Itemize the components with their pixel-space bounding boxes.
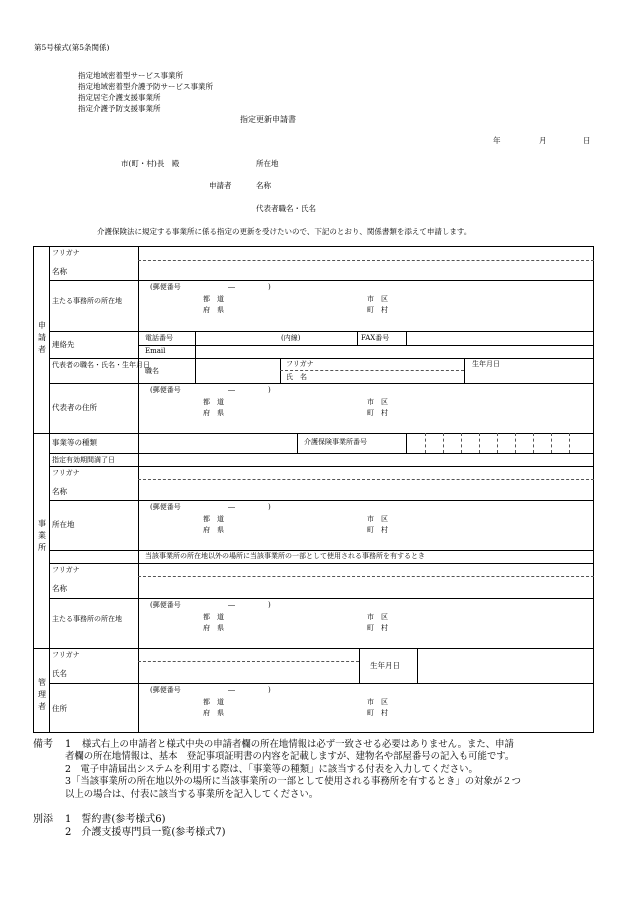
rep-dob-label: 生年月日 <box>472 360 500 368</box>
note-1-line-1: 様式右上の申請者と様式中央の申請者欄の所在地情報は必ず一致させる必要はありません。また、申請 <box>82 739 514 750</box>
note-3-line-1: 3「当該事業所の所在地以外の場所に当該事業所の一部として使用される事務所を有するとき」の対象が２つ <box>65 776 521 787</box>
addressee-1: 指定地域密着型サービス事業所 <box>78 71 183 80</box>
job-title-label: 職名 <box>145 367 159 375</box>
branch-main-office-label: 主たる事務所の所在地 <box>52 615 122 623</box>
section-applicant-label: 申請者 <box>38 321 46 354</box>
main-office-label: 主たる事務所の所在地 <box>52 297 122 305</box>
rep-todo-label: 都 道 <box>203 398 224 406</box>
contact-label: 連絡先 <box>52 340 75 349</box>
tel-label: 電話番号 <box>145 334 173 342</box>
postal-label: (郵便番号 <box>150 283 181 291</box>
manager-postal-dash: ― <box>228 686 235 694</box>
applicant-location-label: 所在地 <box>256 159 279 168</box>
branch-postal-dash: ― <box>228 601 235 609</box>
manager-todo-label: 都 道 <box>203 698 224 706</box>
manager-dob-label: 生年月日 <box>370 661 400 670</box>
office-name-label: 名称 <box>52 487 67 496</box>
manager-shiku-label: 市 区 <box>367 698 388 706</box>
note-3-line-2: 以上の場合は、付表に該当する事業所を記入してください。 <box>65 789 319 800</box>
applicant-name-label: 名称 <box>256 181 271 190</box>
insurance-number-label: 介護保険事業所番号 <box>304 438 367 446</box>
rep-postal-close: ) <box>268 386 271 394</box>
note-1-line-2: 者欄の所在地情報は、基本 登記事項証明書の内容を記載しますが、建物名や部屋番号の記入も可能です。 <box>65 751 515 762</box>
office-chouson-label: 町 村 <box>367 526 388 534</box>
intro-text: 介護保険法に規定する事業所に係る指定の更新を受けたいので、下記のとおり、関係書類を添えて申請します。 <box>97 227 472 236</box>
manager-furigana-label: フリガナ <box>52 651 80 659</box>
branch-furigana-label: フリガナ <box>52 566 80 574</box>
manager-fuken-label: 府 県 <box>203 709 224 717</box>
chouson-label: 町 村 <box>367 306 388 314</box>
addressee-3: 指定居宅介護支援事業所 <box>78 93 161 102</box>
office-todo-label: 都 道 <box>203 515 224 523</box>
branch-postal-label: (郵便番号 <box>150 601 181 609</box>
rep-name-dob-label: 代表者の職名・氏名・生年月日 <box>52 361 150 369</box>
rep-fuken-label: 府 県 <box>203 409 224 417</box>
rep-postal-label: (郵便番号 <box>150 386 181 394</box>
branch-shiku-label: 市 区 <box>367 613 388 621</box>
date-year: 年 <box>493 136 501 145</box>
manager-name-label: 氏名 <box>52 669 67 678</box>
office-postal-dash: ― <box>228 503 235 511</box>
form-number: 第5号様式(第5条関係) <box>34 43 110 52</box>
manager-address-label: 住所 <box>52 704 67 713</box>
rep-shimei-label: 氏 名 <box>286 373 307 381</box>
rep-chouson-label: 町 村 <box>367 409 388 417</box>
note-2: 2 電子申請届出システムを利用する際は、「事業等の種類」に該当する付表を入力してください。 <box>65 764 478 775</box>
branch-chouson-label: 町 村 <box>367 624 388 632</box>
office-location-label: 所在地 <box>52 520 75 529</box>
representative-label: 代表者職名・氏名 <box>256 204 316 213</box>
date-month: 月 <box>539 136 547 145</box>
application-table <box>33 246 594 733</box>
branch-postal-close: ) <box>268 601 271 609</box>
expiry-label: 指定有効期間満了日 <box>52 456 115 464</box>
service-type-label: 事業等の種類 <box>52 438 97 447</box>
rep-postal-dash: ― <box>228 386 235 394</box>
office-furigana-label: フリガナ <box>52 469 80 477</box>
applicant-furigana-label: フリガナ <box>52 249 80 257</box>
extension-label: (内線) <box>281 334 301 342</box>
attachment-2: 2 介護支援専門員一覧(参考様式7) <box>65 827 226 838</box>
manager-postal-close: ) <box>268 686 271 694</box>
shiku-label: 市 区 <box>367 295 388 303</box>
office-shiku-label: 市 区 <box>367 515 388 523</box>
branch-name-label: 名称 <box>52 584 67 593</box>
applicant-name-label: 名称 <box>52 267 67 276</box>
fax-label: FAX番号 <box>361 334 390 342</box>
manager-postal-label: (郵便番号 <box>150 686 181 694</box>
rep-shiku-label: 市 区 <box>367 398 388 406</box>
other-site-heading: 当該事業所の所在地以外の場所に当該事業所の一部として使用される事務所を有するとき <box>145 552 425 560</box>
date-day: 日 <box>583 136 591 145</box>
attachment-1: 1 誓約書(参考様式6) <box>65 814 166 825</box>
addressee-4: 指定介護予防支援事業所 <box>78 104 161 113</box>
mayor-addressee: 市(町・村)長 殿 <box>121 159 180 168</box>
page-title: 指定更新申請書 <box>240 115 296 124</box>
section-manager-label: 管理者 <box>38 678 46 711</box>
office-postal-label: (郵便番号 <box>150 503 181 511</box>
addressee-2: 指定地域密着型介護予防サービス事業所 <box>78 82 213 91</box>
office-fuken-label: 府 県 <box>203 526 224 534</box>
postal-close: ) <box>268 283 271 291</box>
postal-dash: ― <box>228 283 235 291</box>
applicant-label: 申請者 <box>209 181 232 190</box>
todo-label: 都 道 <box>203 295 224 303</box>
attachments-label: 別添 <box>33 814 53 825</box>
section-office-label: 事業所 <box>38 519 46 552</box>
fuken-label: 府 県 <box>203 306 224 314</box>
rep-furigana-label: フリガナ <box>286 360 314 368</box>
email-label: Email <box>145 347 166 355</box>
manager-chouson-label: 町 村 <box>367 709 388 717</box>
rep-address-label: 代表者の住所 <box>52 403 97 412</box>
office-postal-close: ) <box>268 503 271 511</box>
notes-label: 備考 <box>33 739 53 750</box>
branch-todo-label: 都 道 <box>203 613 224 621</box>
note-1-number: 1 <box>65 739 72 750</box>
branch-fuken-label: 府 県 <box>203 624 224 632</box>
